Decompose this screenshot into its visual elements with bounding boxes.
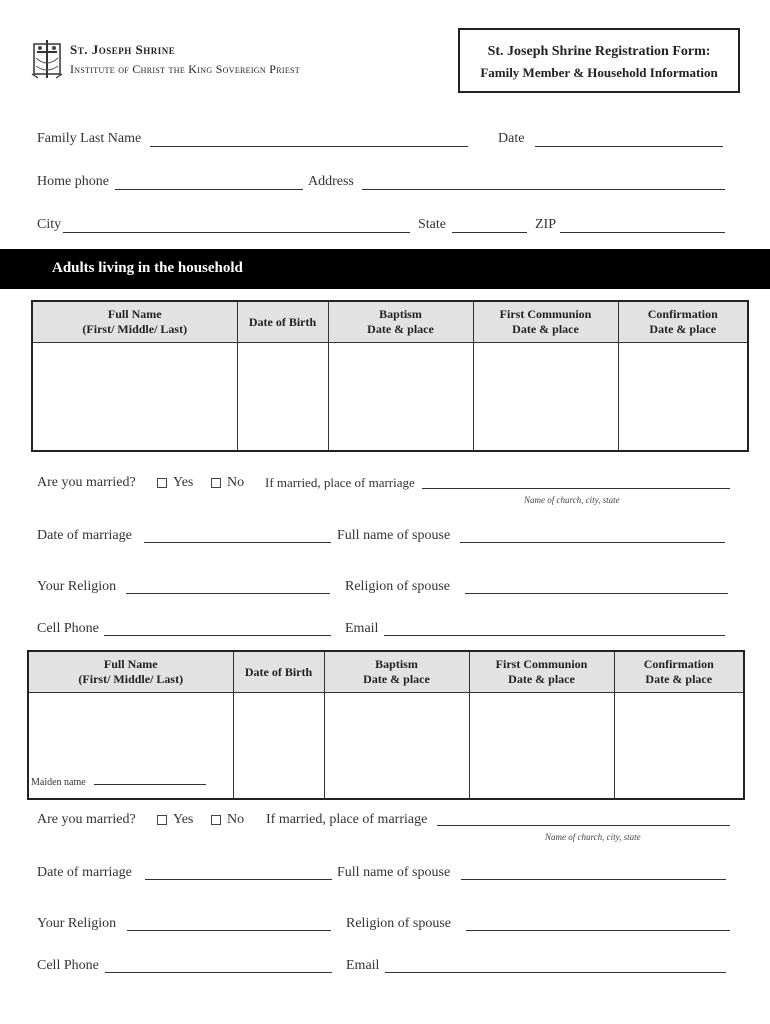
family-last-name-label: Family Last Name (37, 131, 142, 146)
header-full-name: Full Name (First/ Middle/ Last) (28, 651, 233, 693)
marriage-place-field[interactable] (422, 488, 730, 489)
spouse-name-label: Full name of spouse (337, 528, 451, 543)
section-title: Adults living in the household (52, 260, 243, 276)
header-confirmation: Confirmation Date & place (614, 651, 744, 693)
marriage-date-label: Date of marriage (37, 528, 132, 543)
spouse-religion-label: Religion of spouse (345, 579, 450, 594)
header-dob: Date of Birth (233, 651, 324, 693)
date-field[interactable] (535, 146, 723, 147)
zip-field[interactable] (560, 232, 725, 233)
marriage-date-field[interactable] (144, 542, 331, 543)
dob-cell[interactable] (233, 693, 324, 799)
email-label: Email (346, 958, 380, 973)
communion-cell[interactable] (473, 343, 618, 451)
cell-phone-label: Cell Phone (37, 621, 99, 636)
married-no-option[interactable]: No (211, 812, 244, 828)
email-field[interactable] (385, 972, 726, 973)
dob-cell[interactable] (237, 343, 328, 451)
maiden-name-field[interactable] (94, 784, 206, 785)
cell-phone-field[interactable] (104, 635, 331, 636)
religion-field[interactable] (126, 593, 330, 594)
header-communion: First Communion Date & place (469, 651, 614, 693)
married-yes-option[interactable]: Yes (157, 812, 193, 828)
form-subtitle: Family Member & Household Information (480, 65, 718, 80)
married-no-option[interactable]: No (211, 475, 244, 491)
adult-table-2 (27, 650, 745, 800)
email-label: Email (345, 621, 379, 636)
cell-phone-field[interactable] (105, 972, 332, 973)
spouse-religion-label: Religion of spouse (346, 916, 451, 931)
header-confirmation: Confirmation Date & place (618, 301, 748, 343)
spouse-name-field[interactable] (461, 879, 726, 880)
baptism-cell[interactable] (328, 343, 473, 451)
header-dob: Date of Birth (237, 301, 328, 343)
email-field[interactable] (384, 635, 725, 636)
home-phone-field[interactable] (115, 189, 303, 190)
header-full-name: Full Name (First/ Middle/ Last) (32, 301, 237, 343)
home-phone-label: Home phone (37, 174, 109, 189)
table-row (28, 693, 744, 799)
maiden-name-label: Maiden name (31, 776, 86, 788)
checkbox-icon[interactable] (157, 815, 167, 825)
marriage-date-label: Date of marriage (37, 865, 132, 880)
header-communion: First Communion Date & place (473, 301, 618, 343)
confirmation-cell[interactable] (614, 693, 744, 799)
full-name-cell[interactable] (28, 693, 233, 799)
form-title: St. Joseph Shrine Registration Form: (487, 44, 711, 59)
checkbox-icon[interactable] (157, 478, 167, 488)
married-question: Are you married? (37, 812, 136, 827)
marriage-place-hint: Name of church, city, state (545, 832, 641, 842)
zip-label: ZIP (535, 217, 556, 232)
checkbox-icon[interactable] (211, 815, 221, 825)
spouse-religion-field[interactable] (465, 593, 728, 594)
married-question: Are you married? (37, 475, 136, 490)
maiden-name-row (31, 772, 206, 790)
adult-table-1 (31, 300, 749, 452)
date-label: Date (498, 131, 525, 146)
shrine-name: St. Joseph Shrine (70, 42, 176, 57)
spouse-name-label: Full name of spouse (337, 865, 451, 880)
address-label: Address (308, 174, 354, 189)
spouse-religion-field[interactable] (466, 930, 730, 931)
state-field[interactable] (452, 232, 527, 233)
marriage-place-label: If married, place of marriage (265, 475, 415, 490)
baptism-cell[interactable] (324, 693, 469, 799)
table-row (32, 343, 748, 451)
city-field[interactable] (63, 232, 410, 233)
address-field[interactable] (362, 189, 725, 190)
header-baptism: Baptism Date & place (328, 301, 473, 343)
marriage-place-label: If married, place of marriage (266, 812, 428, 827)
religion-label: Your Religion (37, 916, 117, 931)
section-banner (0, 249, 770, 289)
communion-cell[interactable] (469, 693, 614, 799)
header-baptism: Baptism Date & place (324, 651, 469, 693)
confirmation-cell[interactable] (618, 343, 748, 451)
full-name-cell[interactable] (32, 343, 237, 451)
marriage-place-field[interactable] (437, 825, 730, 826)
family-last-name-field[interactable] (150, 146, 468, 147)
religion-label: Your Religion (37, 579, 117, 594)
checkbox-icon[interactable] (211, 478, 221, 488)
cell-phone-label: Cell Phone (37, 958, 99, 973)
married-yes-option[interactable]: Yes (157, 475, 193, 491)
religion-field[interactable] (127, 930, 331, 931)
marriage-date-field[interactable] (145, 879, 332, 880)
institute-name: Institute of Christ the King Sovereign Priest (70, 62, 300, 76)
marriage-place-hint: Name of church, city, state (524, 495, 620, 505)
shrine-logo (30, 38, 64, 80)
state-label: State (418, 217, 446, 232)
form-title-box (458, 28, 740, 93)
city-label: City (37, 217, 62, 232)
spouse-name-field[interactable] (460, 542, 725, 543)
